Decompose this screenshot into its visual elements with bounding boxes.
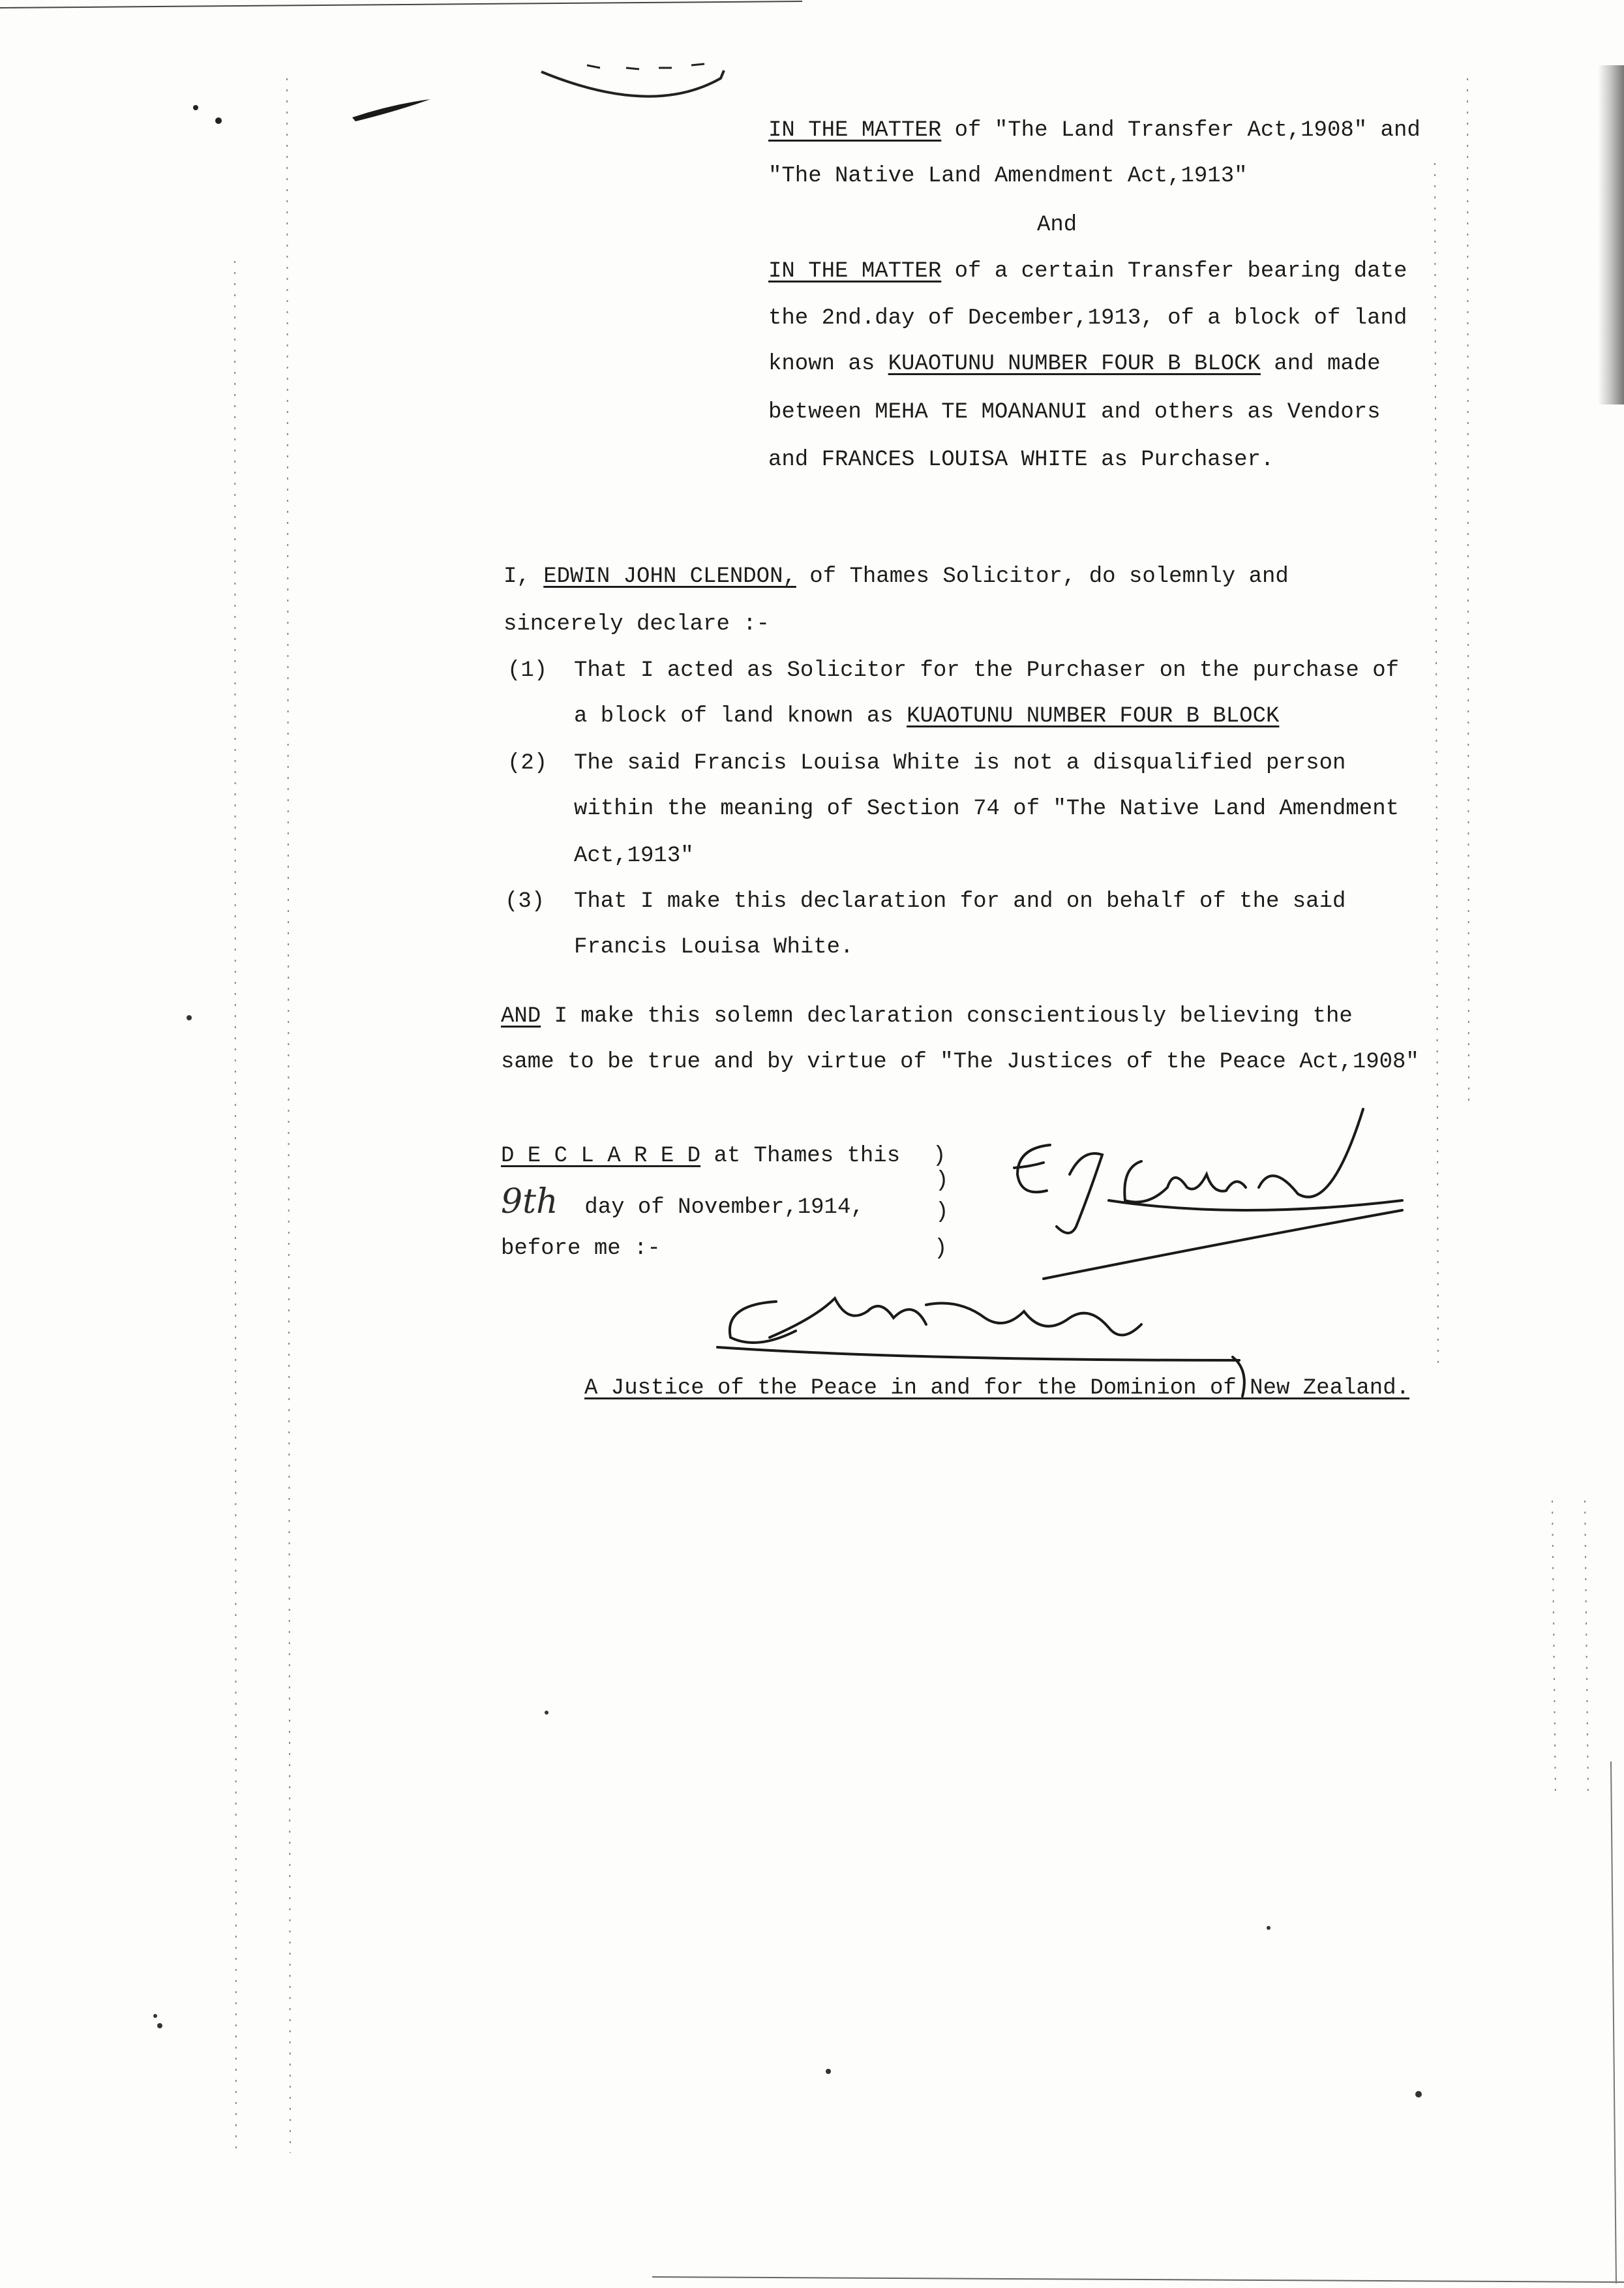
caption-line-1-text: of "The Land Transfer Act,1908" and [941,118,1421,143]
dot-mark-2 [215,117,222,124]
item-3-line-2: Francis Louisa White. [574,935,854,960]
jurat-line-3: before me :- [501,1236,661,1261]
item-number-2: (2) [507,751,548,776]
jurat-paren-4: ) [934,1236,948,1261]
declarant-signature [1014,1109,1402,1279]
declarant-name: EDWIN JOHN CLENDON, [543,564,796,589]
item-1-line-1: That I acted as Solicitor for the Purchaser on the purchase of [574,658,1400,683]
declaration-intro-1 [504,564,1289,590]
item-1-line-2-text: a block of land known as [574,704,907,729]
declaration-intro-2: sincerely declare :- [504,612,770,637]
caption-and: And [1037,213,1077,237]
closing-line-1 [501,1003,1353,1030]
paper-bottom-edge [652,2277,1624,2282]
jurat-paren-3: ) [935,1200,949,1225]
handwritten-day: 9th [501,1182,558,1221]
item-1-block-name: KUAOTUNU NUMBER FOUR B BLOCK [907,704,1280,729]
item-number-1: (1) [507,658,548,683]
scan-specks [153,1015,1422,2097]
block-name: KUAOTUNU NUMBER FOUR B BLOCK [888,352,1261,376]
jurat-line-1-text: at Thames this [700,1144,901,1168]
closing-line-1-text: I make this solemn declaration conscientiously believing the [541,1004,1353,1029]
jurat-line-2-text: day of November,1914, [558,1195,864,1220]
item-3-line-1: That I make this declaration for and on behalf of the said [574,889,1346,914]
justice-caption: A Justice of the Peace in and for the Dominion of New Zealand. [584,1376,1410,1401]
item-1-line-2 [574,703,1279,729]
caption-line-6-pre: known as [768,352,888,376]
top-dash-marks [587,64,704,69]
item-2-line-3: Act,1913" [574,844,694,868]
in-the-matter-heading: IN THE MATTER [768,118,942,143]
paper-right-edge [1611,1762,1616,2283]
item-2-line-1: The said Francis Louisa White is not a disqualified person [574,751,1346,776]
intro-post: of Thames Solicitor, do solemnly and [796,564,1289,589]
declared-word: D E C L A R E D [501,1144,701,1168]
jurat-paren-2: ) [935,1168,949,1193]
jurat-line-1 [501,1143,900,1169]
scan-edge-shadow [1598,65,1624,404]
caption-line-2: "The Native Land Amendment Act,1913" [768,164,1248,189]
caption-line-4 [768,258,1407,284]
intro-pre: I, [504,564,544,589]
jurat-line-2 [501,1182,864,1221]
caption-line-8: and FRANCES LOUISA WHITE as Purchaser. [768,448,1274,472]
scan-speckle-columns [235,78,1588,2153]
paper-top-edge [0,1,802,8]
dot-mark [193,105,198,110]
caption-line-5: the 2nd.day of December,1913, of a block of land [768,306,1407,331]
caption-line-6 [768,351,1381,377]
caption-line-7: between MEHA TE MOANANUI and others as Vendors [768,400,1381,425]
jurat-paren-1: ) [933,1144,946,1168]
caption-line-4-text: of a certain Transfer bearing date [941,259,1407,284]
in-the-matter-heading-2: IN THE MATTER [768,259,942,284]
caption-line-1 [768,117,1421,144]
item-2-line-2: within the meaning of Section 74 of "The Native Land Amendment [574,797,1400,821]
item-number-3: (3) [505,889,545,914]
ink-smudge [352,99,430,121]
top-arc-mark [541,70,724,97]
closing-and: AND [501,1004,541,1029]
closing-line-2: same to be true and by virtue of "The Justices of the Peace Act,1908" [501,1050,1419,1075]
caption-line-6-post: and made [1260,352,1381,376]
